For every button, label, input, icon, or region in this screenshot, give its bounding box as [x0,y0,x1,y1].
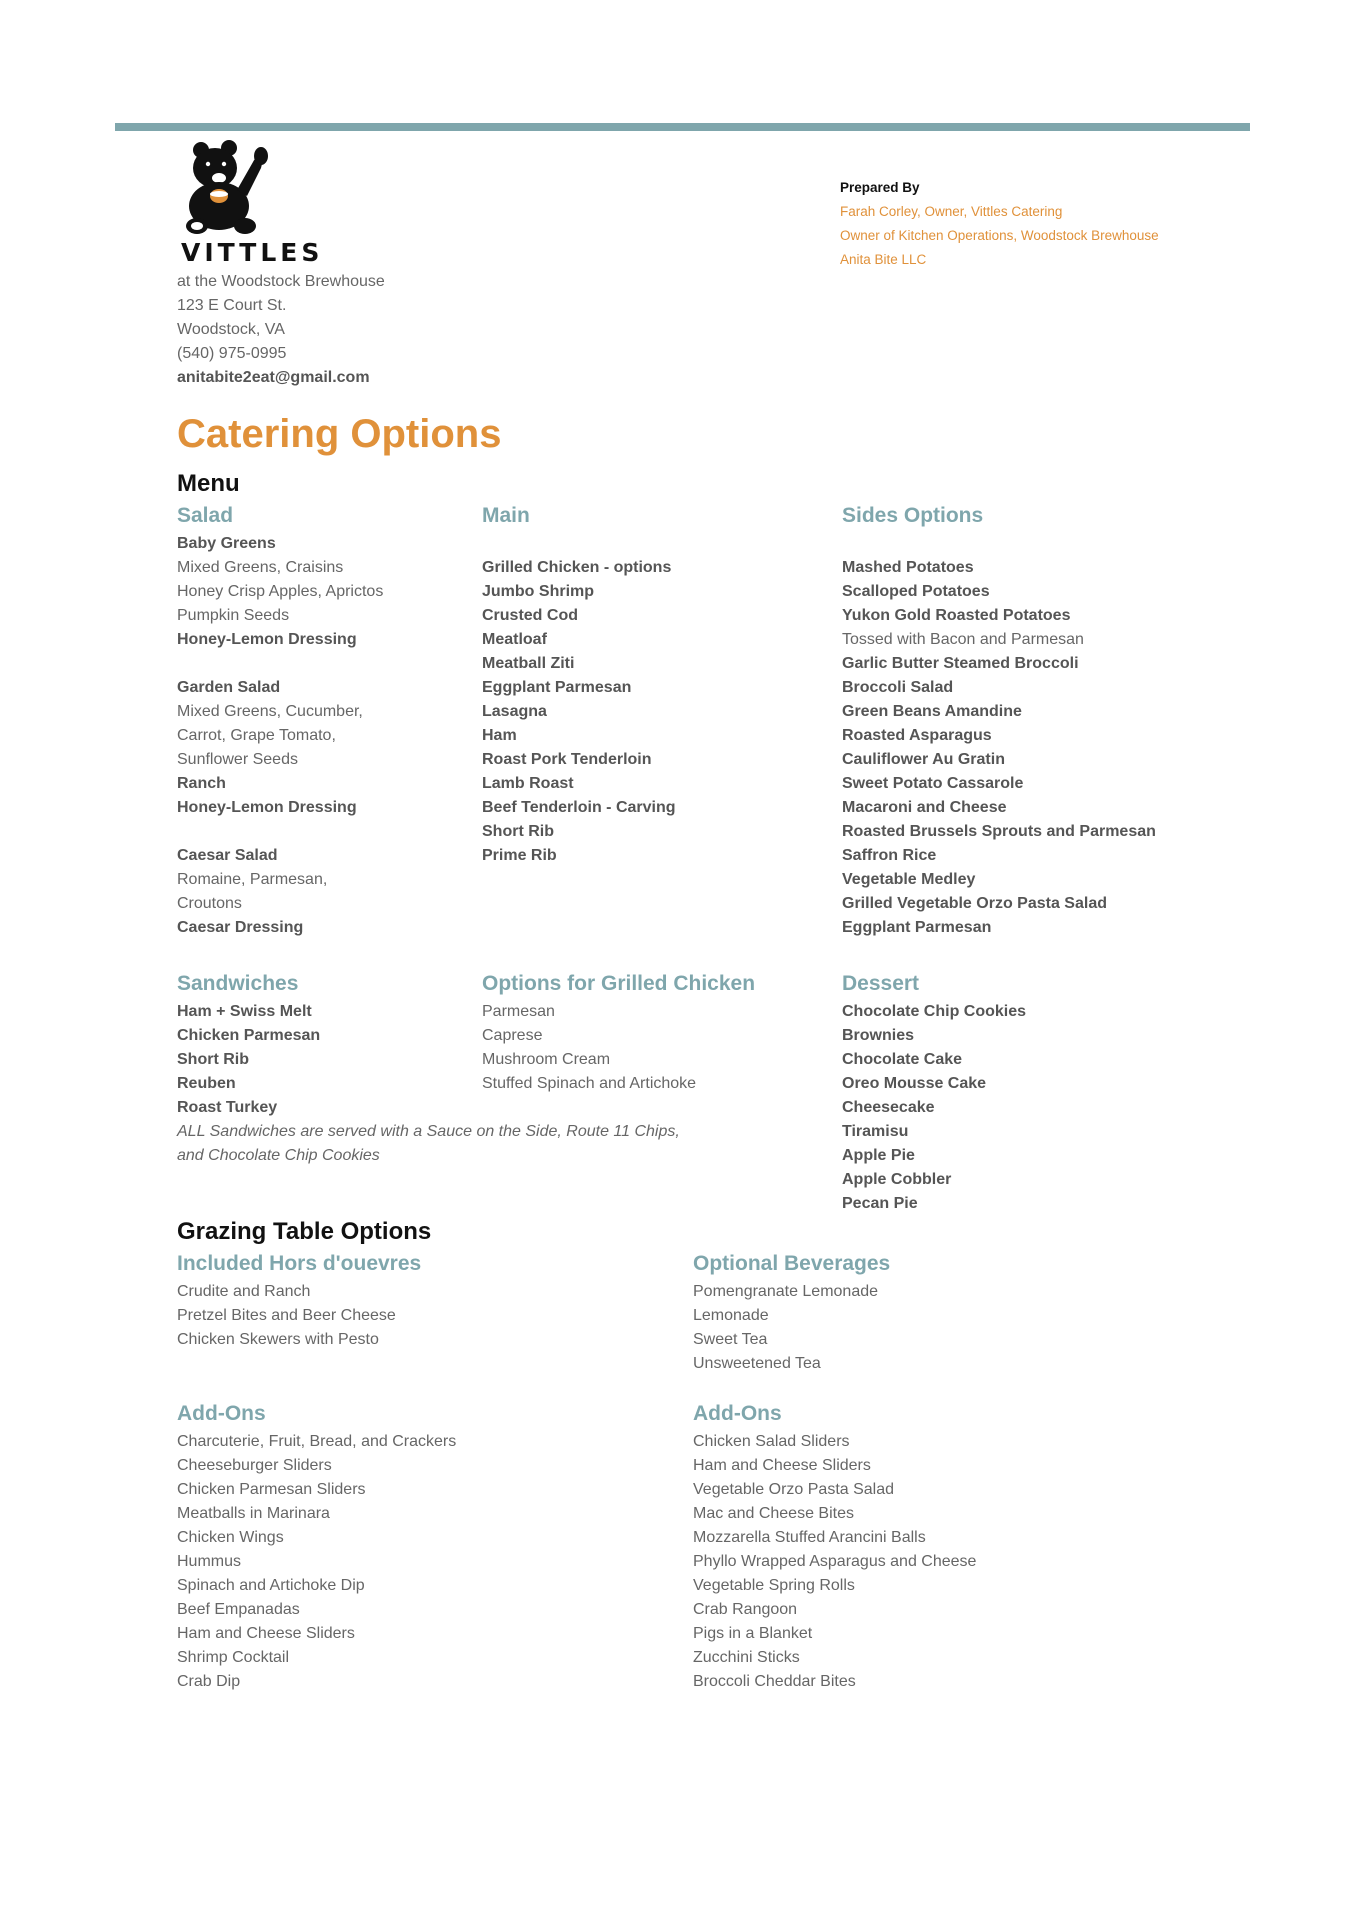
menu-item: Cheesecake [842,1099,935,1116]
menu-item: Broccoli Cheddar Bites [693,1673,856,1690]
menu-item: Broccoli Salad [842,679,954,696]
hors-section [177,1248,657,1352]
prepared-by-label: Prepared By [840,180,920,195]
menu-item: Pretzel Bites and Beer Cheese [177,1307,396,1324]
sandwich-note: ALL Sandwiches are served with a Sauce on the Side, Route 11 Chips, [177,1123,680,1140]
menu-item: Zucchini Sticks [693,1649,800,1666]
menu-item: Jumbo Shrimp [482,583,595,600]
sandwich-note: and Chocolate Chip Cookies [177,1147,380,1164]
menu-item: Caesar Salad [177,847,278,864]
menu-item: Stuffed Spinach and Artichoke [482,1075,697,1092]
menu-item: Mixed Greens, Craisins [177,559,344,576]
menu-item: Sweet Potato Cassarole [842,775,1024,792]
addons-left-list [177,1430,657,1694]
menu-heading: Menu [177,470,240,497]
email-link[interactable]: anitabite2eat@gmail.com [177,369,370,386]
menu-item: Ranch [177,775,226,792]
sides-section [842,500,1262,940]
menu-item: Crudite and Ranch [177,1283,311,1300]
menu-item: Garlic Butter Steamed Broccoli [842,655,1079,672]
menu-item: Cheeseburger Sliders [177,1457,332,1474]
menu-item: Green Beans Amandine [842,703,1022,720]
menu-item: Meatball Ziti [482,655,575,672]
prepared-by-line: Anita Bite LLC [840,252,927,267]
menu-item: Roast Pork Tenderloin [482,751,652,768]
contact-block [177,270,507,390]
menu-item: Crab Dip [177,1673,241,1690]
menu-item: Vegetable Orzo Pasta Salad [693,1481,895,1498]
menu-item: Chicken Salad Sliders [693,1433,850,1450]
menu-item: Chicken Skewers with Pesto [177,1331,379,1348]
brand-name: VITTLES [181,238,324,267]
menu-item: Pumpkin Seeds [177,607,290,624]
menu-item: Prime Rib [482,847,557,864]
menu-item: Mac and Cheese Bites [693,1505,854,1522]
menu-item: Grilled Vegetable Orzo Pasta Salad [842,895,1107,912]
menu-item: Brownies [842,1027,915,1044]
addons-left-section [177,1398,657,1694]
menu-item: Tiramisu [842,1123,909,1140]
menu-item: Tossed with Bacon and Parmesan [842,631,1084,648]
dessert-heading: Dessert [842,972,920,995]
main-heading: Main [482,504,530,527]
menu-item: Pecan Pie [842,1195,918,1212]
menu-item: Chicken Wings [177,1529,284,1546]
prepared-by-line: Farah Corley, Owner, Vittles Catering [840,204,1063,219]
menu-item: Carrot, Grape Tomato, [177,727,336,744]
menu-item: Chicken Parmesan Sliders [177,1481,366,1498]
salad-list [177,532,467,940]
prepared-by-line: Owner of Kitchen Operations, Woodstock Brewhouse [840,228,1159,243]
menu-item: Yukon Gold Roasted Potatoes [842,607,1071,624]
header-accent-bar [115,123,1250,131]
phone-number: (540) 975-0995 [177,345,287,362]
menu-item: Ham and Cheese Sliders [177,1625,355,1642]
menu-item: Short Rib [482,823,554,840]
grazing-heading: Grazing Table Options [177,1218,432,1245]
menu-item: Beef Empanadas [177,1601,300,1618]
menu-item: Beef Tenderloin - Carving [482,799,676,816]
main-section [482,500,822,868]
menu-item: Sunflower Seeds [177,751,298,768]
beverages-list [693,1280,1173,1376]
menu-item: Lemonade [693,1307,769,1324]
menu-item [177,820,467,844]
menu-item: Caprese [482,1027,543,1044]
beverages-heading: Optional Beverages [693,1252,891,1275]
menu-item: Macaroni and Cheese [842,799,1007,816]
menu-item: Mixed Greens, Cucumber, [177,703,363,720]
menu-item: Pigs in a Blanket [693,1625,813,1642]
menu-item: Crusted Cod [482,607,578,624]
menu-item: Mashed Potatoes [842,559,974,576]
menu-item: Meatballs in Marinara [177,1505,330,1522]
menu-item: Chicken Parmesan [177,1027,321,1044]
menu-item: Garden Salad [177,679,281,696]
addons-right-section [693,1398,1173,1694]
menu-item: Ham and Cheese Sliders [693,1457,871,1474]
hors-heading: Included Hors d'ouevres [177,1252,422,1275]
menu-item: Grilled Chicken - options [482,559,672,576]
salad-section [177,500,467,940]
sides-list [842,556,1262,940]
menu-item: Lasagna [482,703,547,720]
bear-waving-icon [175,138,290,238]
menu-item: Meatloaf [482,631,547,648]
menu-item: Cauliflower Au Gratin [842,751,1005,768]
menu-item: Short Rib [177,1051,249,1068]
menu-item: Unsweetened Tea [693,1355,821,1372]
address-line-3: Woodstock, VA [177,321,285,338]
menu-item: Honey-Lemon Dressing [177,631,357,648]
menu-item: Pomengranate Lemonade [693,1283,879,1300]
menu-item: Lamb Roast [482,775,574,792]
menu-item [177,652,467,676]
menu-item: Apple Cobbler [842,1171,952,1188]
menu-item: Romaine, Parmesan, [177,871,328,888]
menu-item: Chocolate Chip Cookies [842,1003,1027,1020]
page-title: Catering Options [177,412,502,456]
grilled-chicken-options-section [482,968,822,1096]
menu-item: Honey Crisp Apples, Aprictos [177,583,384,600]
menu-item: Croutons [177,895,242,912]
beverages-section [693,1248,1173,1376]
sides-heading: Sides Options [842,504,984,527]
grilled-chicken-options-list [482,1000,822,1096]
menu-item: Mozzarella Stuffed Arancini Balls [693,1529,926,1546]
menu-item: Oreo Mousse Cake [842,1075,987,1092]
main-list [482,556,822,868]
menu-item: Eggplant Parmesan [842,919,992,936]
menu-item: Baby Greens [177,535,276,552]
dessert-list [842,1000,1262,1216]
menu-item: Phyllo Wrapped Asparagus and Cheese [693,1553,977,1570]
menu-item: Sweet Tea [693,1331,768,1348]
menu-item: Eggplant Parmesan [482,679,632,696]
menu-item: Honey-Lemon Dressing [177,799,357,816]
dessert-section [842,968,1262,1216]
addons-right-list [693,1430,1173,1694]
menu-item: Vegetable Spring Rolls [693,1577,855,1594]
menu-item: Caesar Dressing [177,919,304,936]
menu-item: Apple Pie [842,1147,915,1164]
menu-item: Reuben [177,1075,236,1092]
menu-item: Parmesan [482,1003,555,1020]
menu-item: Ham [482,727,517,744]
menu-item: Roast Turkey [177,1099,278,1116]
address-line-2: 123 E Court St. [177,297,287,314]
menu-item: Scalloped Potatoes [842,583,990,600]
hors-list [177,1280,657,1352]
menu-item: Ham + Swiss Melt [177,1003,312,1020]
menu-item: Charcuterie, Fruit, Bread, and Crackers [177,1433,457,1450]
menu-item: Mushroom Cream [482,1051,611,1068]
menu-item: Roasted Brussels Sprouts and Parmesan [842,823,1156,840]
menu-item: Saffron Rice [842,847,937,864]
grilled-chicken-options-heading: Options for Grilled Chicken [482,972,756,995]
menu-item: Vegetable Medley [842,871,976,888]
addons-left-heading: Add-Ons [177,1402,266,1425]
menu-item: Chocolate Cake [842,1051,963,1068]
addons-right-heading: Add-Ons [693,1402,782,1425]
sandwiches-heading: Sandwiches [177,972,299,995]
salad-heading: Salad [177,504,234,527]
menu-item: Hummus [177,1553,242,1570]
menu-item: Crab Rangoon [693,1601,798,1618]
menu-item: Roasted Asparagus [842,727,992,744]
menu-item: Spinach and Artichoke Dip [177,1577,365,1594]
prepared-by-block [840,176,1260,272]
menu-item: Shrimp Cocktail [177,1649,290,1666]
address-line-1: at the Woodstock Brewhouse [177,273,385,290]
